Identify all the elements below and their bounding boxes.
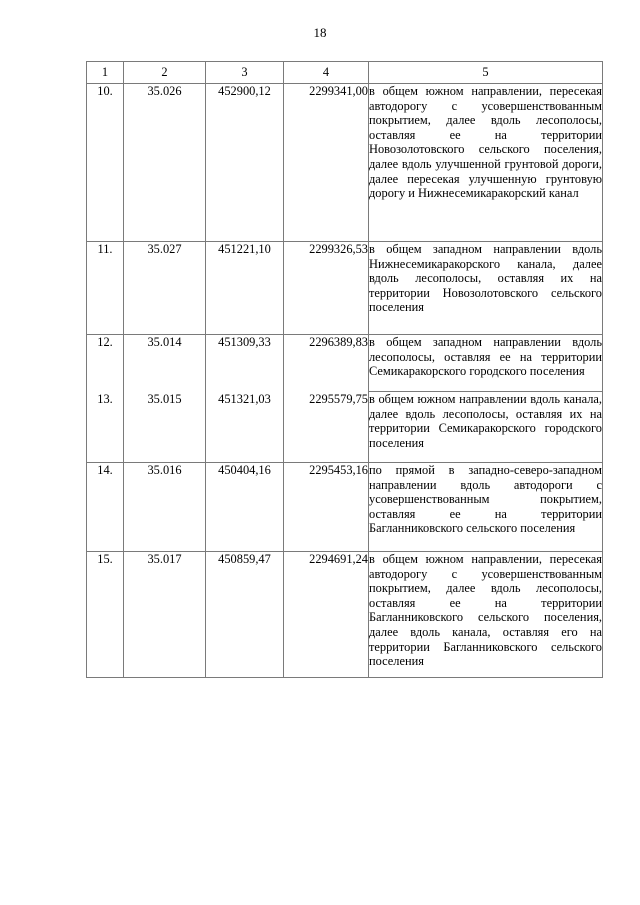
boundary-description: в общем южном направлении, пересекая автодорогу с усовершенствованным покрытием, далее вдоль лесополосы, оставляя ее на территории Багланниковского сельского поселения, далее вдоль канала, оставляя его на территории Багланниковского сельского поселения bbox=[369, 552, 603, 678]
column-header: 5 bbox=[369, 62, 603, 84]
column-header: 1 bbox=[87, 62, 124, 84]
row-number: 11. bbox=[87, 242, 124, 335]
boundary-description: в общем южном направлении, пересекая автодорогу с усовершенствованным покрытием, далее вдоль лесополосы, оставляя ее на территории Новозолотовского сельского поселения, далее вдоль улучшенной грунтовой дороги, далее пересекая улучшенную грунтовую дорогу и Нижнесемикаракорский канал bbox=[369, 84, 603, 242]
column-header: 2 bbox=[124, 62, 206, 84]
coordinate-x: 451221,10 bbox=[206, 242, 284, 335]
coordinate-y: 2299326,53 bbox=[284, 242, 369, 335]
row-number: 10. bbox=[87, 84, 124, 242]
coordinate-x: 451321,03 bbox=[206, 392, 284, 463]
coordinate-y: 2296389,83 bbox=[284, 335, 369, 392]
row-number: 12. bbox=[87, 335, 124, 392]
point-code: 35.027 bbox=[124, 242, 206, 335]
boundary-description: в общем западном направлении вдоль Нижнесемикаракорского канала, далее вдоль лесополосы, оставляя их на территории Новозолотовского сельского поселения bbox=[369, 242, 603, 335]
row-number: 14. bbox=[87, 463, 124, 552]
row-number: 13. bbox=[87, 392, 124, 463]
table-row bbox=[87, 392, 603, 463]
page-number: 18 bbox=[313, 25, 327, 40]
coordinate-y: 2295453,16 bbox=[284, 463, 369, 552]
point-code: 35.016 bbox=[124, 463, 206, 552]
row-number: 15. bbox=[87, 552, 124, 678]
coordinate-y: 2299341,00 bbox=[284, 84, 369, 242]
boundary-description: в общем западном направлении вдоль лесополосы, оставляя ее на территории Семикаракорского городского поселения bbox=[369, 335, 603, 392]
coordinate-x: 450859,47 bbox=[206, 552, 284, 678]
boundary-points-table bbox=[86, 61, 603, 678]
column-header: 4 bbox=[284, 62, 369, 84]
table-row bbox=[87, 84, 603, 242]
table-row bbox=[87, 242, 603, 335]
table-row bbox=[87, 463, 603, 552]
boundary-description: в общем южном направлении вдоль канала, далее вдоль лесополосы, оставляя их на территории Семикаракорского городского поселения bbox=[369, 392, 603, 463]
point-code: 35.014 bbox=[124, 335, 206, 392]
coordinate-x: 452900,12 bbox=[206, 84, 284, 242]
boundary-description: по прямой в западно-северо-западном направлении вдоль автодороги с усовершенствованным покрытием, оставляя ее на территории Багланниковского сельского поселения bbox=[369, 463, 603, 552]
coordinate-y: 2295579,75 bbox=[284, 392, 369, 463]
point-code: 35.017 bbox=[124, 552, 206, 678]
point-code: 35.026 bbox=[124, 84, 206, 242]
table-row bbox=[87, 335, 603, 392]
table-header-row bbox=[87, 62, 603, 84]
column-header: 3 bbox=[206, 62, 284, 84]
point-code: 35.015 bbox=[124, 392, 206, 463]
coordinate-x: 450404,16 bbox=[206, 463, 284, 552]
coordinate-x: 451309,33 bbox=[206, 335, 284, 392]
coordinate-y: 2294691,24 bbox=[284, 552, 369, 678]
table-row bbox=[87, 552, 603, 678]
